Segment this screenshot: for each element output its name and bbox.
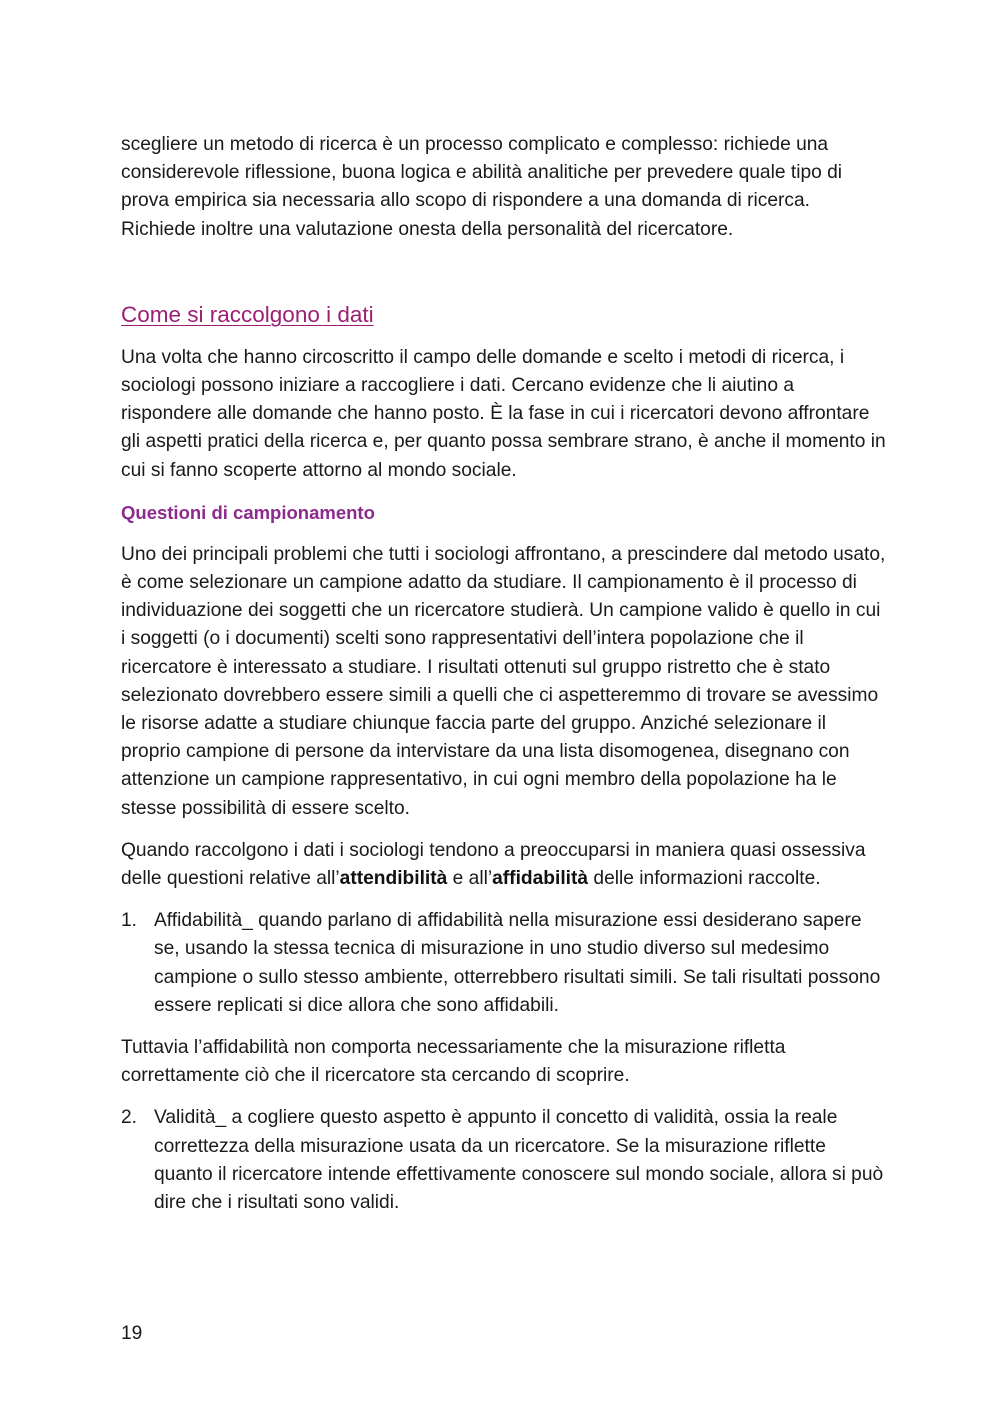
- page-number: 19: [121, 1323, 143, 1344]
- list-number: 1.: [121, 910, 138, 932]
- numbered-list-1: [121, 907, 887, 1020]
- paragraph-sampling: Uno dei principali problemi che tutti i sociologi affrontano, a prescindere dal metodo usato, è come selezionare un campione adatto da studiare. Il campionamento è il processo di individuazione dei soggetti che un ricercatore studierà. Un campione valido è quello in cui i soggetti (o i documenti) scelti sono rappresentativi dell’intera popolazione che il ricercatore è interessato a studiare. I risultati ottenuti sul gruppo ristretto che è stato selezionato dovrebbero essere simili a quelli che ci aspetteremmo di trovare se avessimo le risorse adatte a studiare chiunque faccia parte del gruppo. Anziché selezionare il proprio campione di persone da intervistare da una lista disomogenea, disegnano con attenzione un campione rappresentativo, in cui ogni membro della popolazione ha le stesse possibilità di essere scelto.: [121, 543, 886, 819]
- paragraph-reliability-intro: [121, 837, 887, 893]
- paragraph-text: delle informazioni raccolte.: [588, 868, 821, 890]
- list-item-affidabilita: [121, 907, 887, 1020]
- paragraph-text: e all’: [447, 868, 493, 890]
- numbered-list-2: [121, 1104, 887, 1217]
- list-number: 2.: [121, 1107, 138, 1129]
- bold-term-affidabilita: affidabilità: [492, 868, 589, 890]
- section-title-link[interactable]: Come si raccolgono i dati: [121, 301, 374, 327]
- paragraph-data-collection: Una volta che hanno circoscritto il campo delle domande e scelto i metodi di ricerca, i sociologi possono iniziare a raccogliere i dati. Cercano evidenze che li aiutino a rispondere alle domande che hanno posto. È la fase in cui i ricercatori devono affrontare gli aspetti pratici della ricerca e, per quanto possa sembrare strano, è anche il momento in cui si fanno scoperte attorno al mondo sociale.: [121, 346, 886, 481]
- page-body: [121, 131, 887, 1217]
- list-item-text: Validità_ a cogliere questo aspetto è appunto il concetto di validità, ossia la reale correttezza della misurazione usata da un ricercatore. Se la misurazione riflette quanto il ricercatore intende effettivamente conoscere sul mondo sociale, allora si può dire che i risultati sono validi.: [154, 1107, 884, 1214]
- paragraph-however: Tuttavia l’affidabilità non comporta necessariamente che la misurazione rifletta correttamente ciò che il ricercatore sta cercando di scoprire.: [121, 1037, 786, 1087]
- list-item-text: Affidabilità_ quando parlano di affidabilità nella misurazione essi desiderano sapere se, usando la stessa tecnica di misurazione in uno studio diverso sul medesimo campione o sullo stesso ambiente, otterrebbero risultati simili. Se tali risultati possono essere replicati si dice allora che sono affidabili.: [154, 910, 881, 1016]
- paragraph-text: Quando raccolgono i dati i sociologi tendono a preoccuparsi in maniera quasi ossessiva delle questioni relative all’: [121, 839, 866, 890]
- subheading-sampling: Questioni di campionamento: [121, 501, 375, 523]
- intro-paragraph: scegliere un metodo di ricerca è un processo complicato e complesso: richiede una considerevole riflessione, buona logica e abilità analitiche per prevedere quale tipo di prova empirica sia necessaria allo scopo di rispondere a una domanda di ricerca. Richiede inoltre una valutazione onesta della personalità del ricercatore.: [121, 134, 843, 240]
- bold-term-attendibilita: attendibilità: [339, 868, 448, 890]
- list-item-validita: [121, 1104, 887, 1217]
